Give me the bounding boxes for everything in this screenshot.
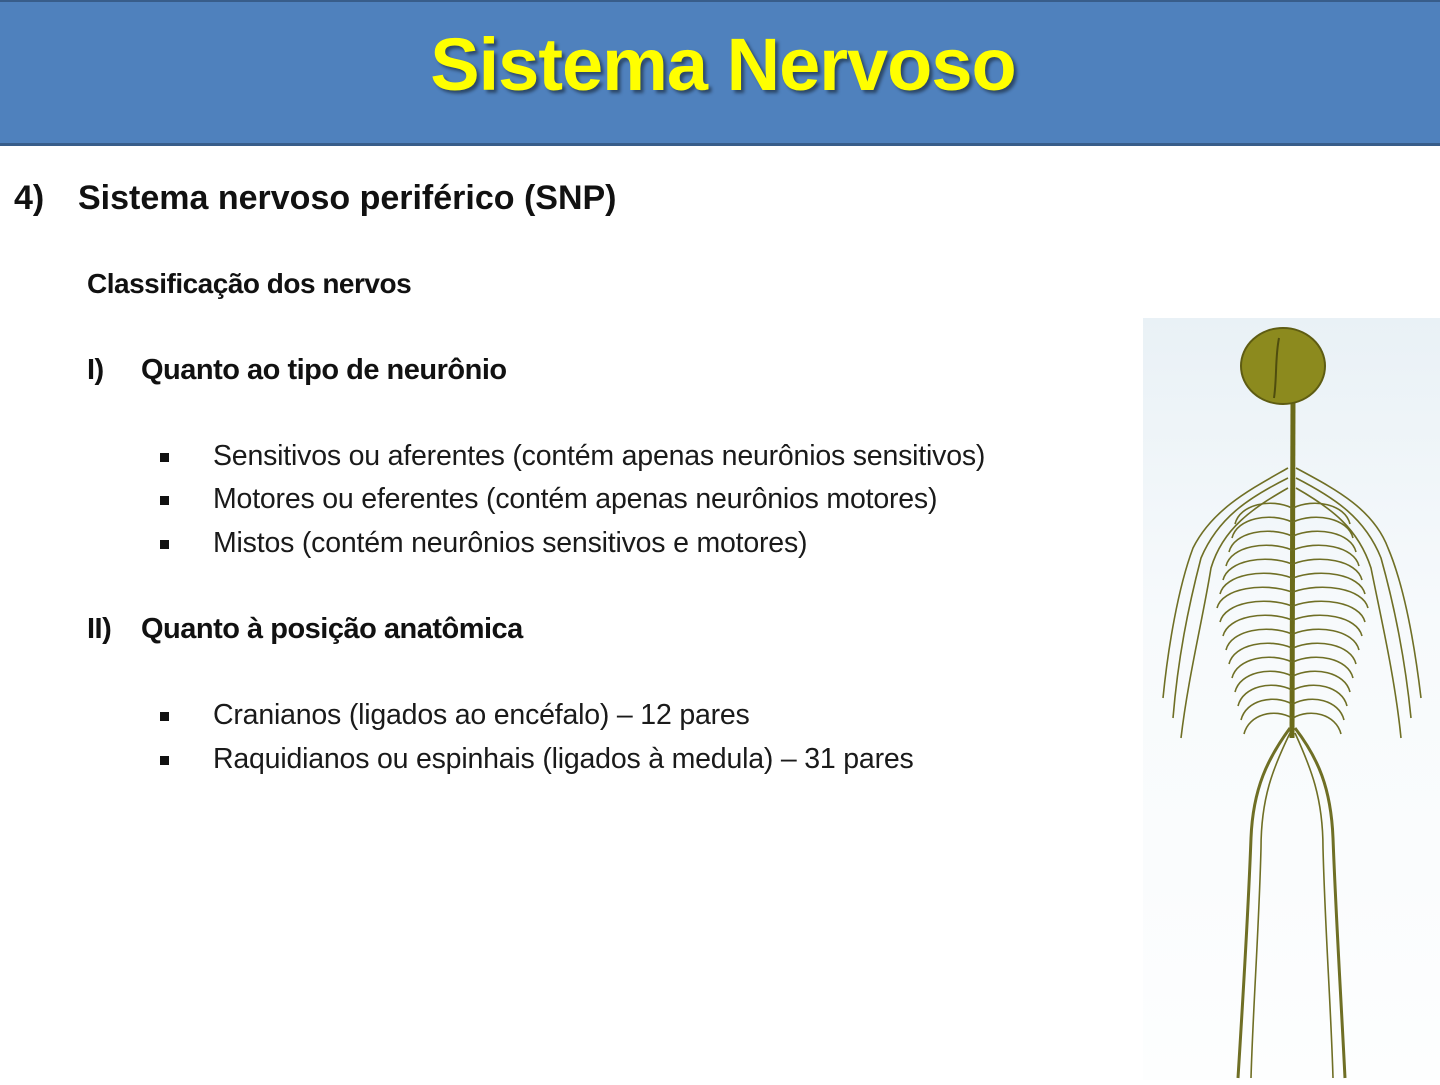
intercostal-nerve <box>1229 643 1292 664</box>
bullet-square-icon <box>160 453 169 462</box>
group-number: II) <box>87 613 112 645</box>
group-number: I) <box>87 354 104 386</box>
section-title: Sistema nervoso periférico (SNP) <box>78 179 617 217</box>
intercostal-nerve <box>1217 587 1292 608</box>
intercostal-nerve <box>1293 587 1368 608</box>
bullet-square-icon <box>160 756 169 765</box>
intercostal-nerve <box>1232 657 1292 678</box>
slide-title: Sistema Nervoso <box>430 23 1016 106</box>
section-number: 4) <box>14 179 45 217</box>
intercostal-nerve <box>1220 601 1292 622</box>
intercostal-nerve <box>1226 629 1292 650</box>
intercostal-nerve <box>1293 657 1353 678</box>
intercostal-nerve <box>1293 671 1350 692</box>
intercostal-nerve <box>1235 671 1292 692</box>
bullet-square-icon <box>160 496 169 505</box>
intercostal-nerve <box>1223 615 1292 636</box>
title-banner <box>0 0 1440 146</box>
group-label: Quanto ao tipo de neurônio <box>141 354 507 386</box>
list-item-text: Raquidianos ou espinhais (ligados à medula) – 31 pares <box>213 743 914 775</box>
intercostal-nerve <box>1293 531 1356 552</box>
intercostal-nerve <box>1293 559 1362 580</box>
bullet-square-icon <box>160 712 169 721</box>
intercostal-nerve <box>1293 685 1347 706</box>
intercostal-nerve <box>1235 503 1292 524</box>
intercostal-nerve <box>1293 643 1356 664</box>
intercostal-nerve <box>1229 531 1292 552</box>
group-label: Quanto à posição anatômica <box>141 613 523 645</box>
intercostal-nerve <box>1293 601 1365 622</box>
section-heading <box>14 179 617 218</box>
intercostal-nerve <box>1293 713 1341 734</box>
intercostal-nerve <box>1293 517 1353 538</box>
list-item-text: Mistos (contém neurônios sensitivos e motores) <box>213 527 808 559</box>
intercostal-nerve <box>1223 559 1292 580</box>
intercostal-nerve <box>1293 629 1359 650</box>
list-item-text: Motores ou eferentes (contém apenas neurônios motores) <box>213 483 938 515</box>
intercostal-nerve <box>1293 545 1359 566</box>
intercostal-nerve <box>1293 573 1365 594</box>
nervous-system-illustration <box>1143 318 1440 1080</box>
intercostal-nerve <box>1241 699 1292 720</box>
intercostal-nerve <box>1244 713 1292 734</box>
list-item-text: Sensitivos ou aferentes (contém apenas neurônios sensitivos) <box>213 440 986 472</box>
nervous-system-figure <box>1143 318 1440 1080</box>
subtitle: Classificação dos nervos <box>87 268 412 299</box>
intercostal-nerve <box>1226 545 1292 566</box>
intercostal-nerve <box>1293 615 1362 636</box>
bullet-square-icon <box>160 540 169 549</box>
intercostal-nerve <box>1220 573 1292 594</box>
list-item-text: Cranianos (ligados ao encéfalo) – 12 pares <box>213 699 750 731</box>
intercostal-nerve <box>1238 685 1292 706</box>
brain-icon <box>1241 328 1325 404</box>
nerves <box>1163 398 1421 1078</box>
intercostal-nerve <box>1293 699 1344 720</box>
